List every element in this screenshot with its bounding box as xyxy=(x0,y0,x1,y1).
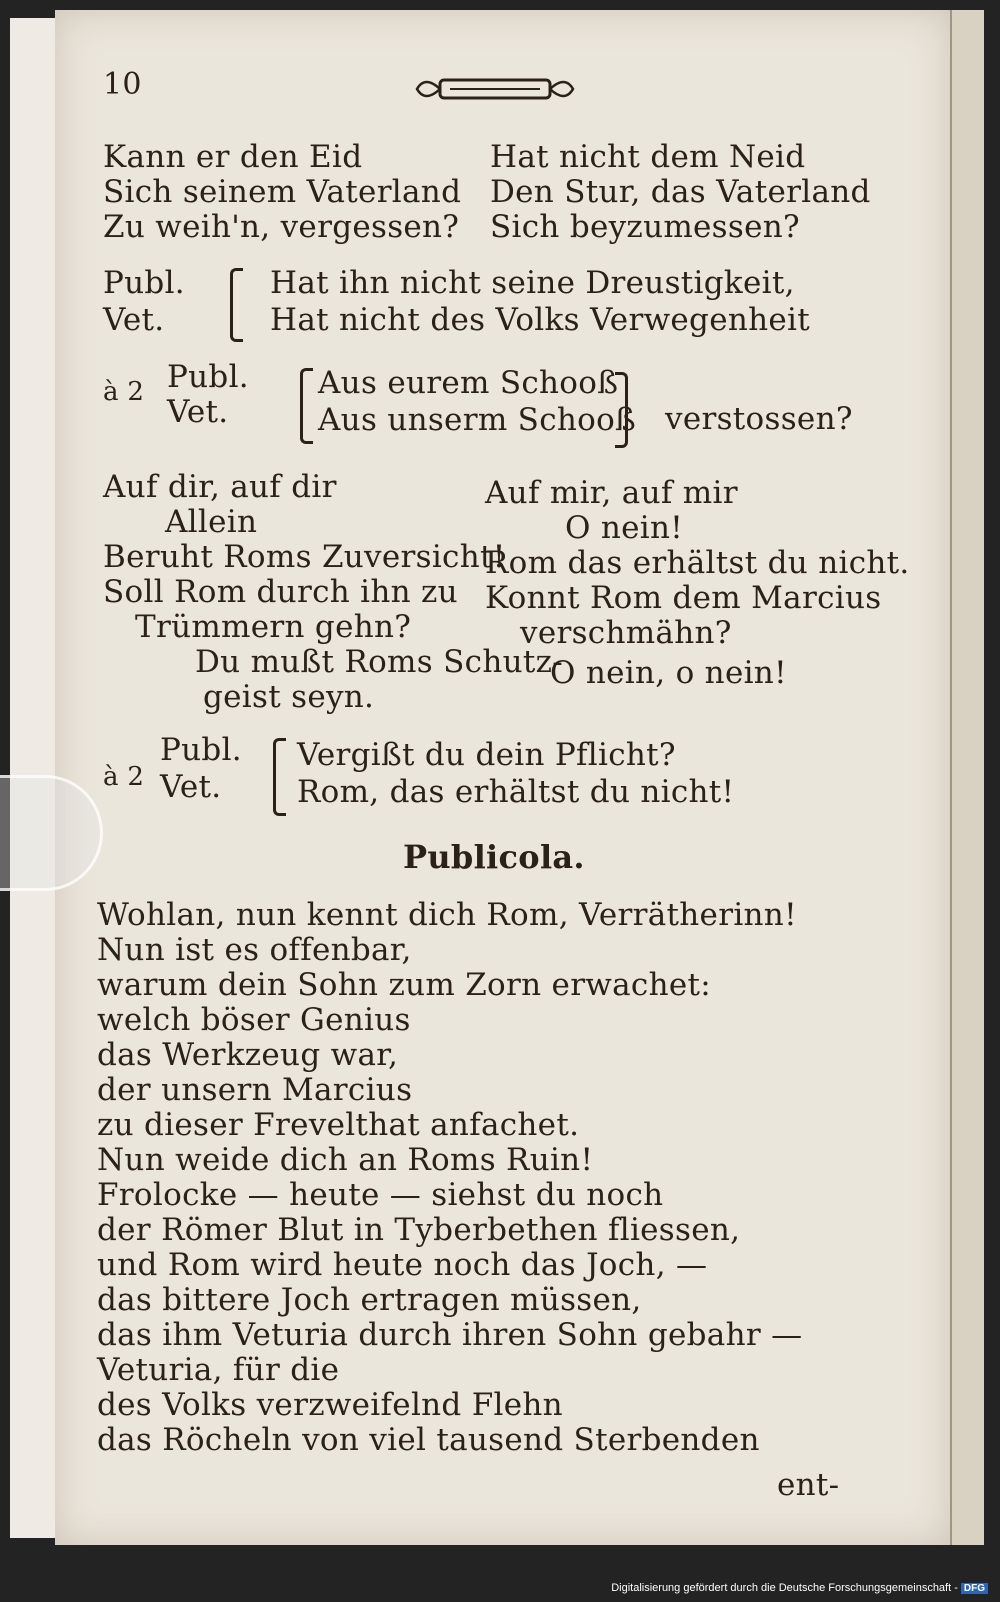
speech-line: Frolocke — heute — siehst du noch xyxy=(97,1177,664,1213)
speech-line: das bittere Joch ertragen müssen, xyxy=(97,1282,642,1318)
a-due-marker: à 2 xyxy=(103,377,145,407)
speech-line: das Röcheln von viel tausend Sterbenden xyxy=(97,1422,760,1458)
duet3-line: Rom, das erhältst du nicht! xyxy=(297,774,735,810)
speech-line: zu dieser Frevelthat anfachet. xyxy=(97,1107,580,1143)
dfg-logo: DFG xyxy=(961,1583,988,1594)
stanza2-right-line: Konnt Rom dem Marcius xyxy=(485,580,882,616)
stanza2-right-line: Auf mir, auf mir xyxy=(485,475,738,511)
footer-text: Digitalisierung gefördert durch die Deutsche Forschungsgemeinschaft - xyxy=(611,1582,958,1594)
stanza2-left-line: Allein xyxy=(165,504,258,540)
speech-line: warum dein Sohn zum Zorn erwachet: xyxy=(97,967,712,1003)
stanza2-left-line: Auf dir, auf dir xyxy=(103,469,337,505)
stanza2-left-line: Soll Rom durch ihn zu xyxy=(103,574,458,610)
book-page xyxy=(55,10,950,1545)
duet1-line: Hat ihn nicht seine Dreustigkeit, xyxy=(270,265,795,301)
duet1-line: Hat nicht des Volks Verwegenheit xyxy=(270,302,810,338)
role-label: Vet. xyxy=(103,302,165,338)
role-label: Publ. xyxy=(160,732,242,768)
brace xyxy=(230,268,243,342)
stanza2-right-line: Rom das erhältst du nicht. xyxy=(485,545,910,581)
stanza1-left-line: Kann er den Eid xyxy=(103,139,363,175)
speech-line: das ihm Veturia durch ihren Sohn gebahr — xyxy=(97,1317,803,1353)
role-label: Publ. xyxy=(167,359,249,395)
page-number: 10 xyxy=(103,67,142,102)
speech-line: Wohlan, nun kennt dich Rom, Verrätherinn! xyxy=(97,897,797,933)
speech-line: das Werkzeug war, xyxy=(97,1037,399,1073)
role-label: Publ. xyxy=(103,265,185,301)
speech-line: des Volks verzweifelnd Flehn xyxy=(97,1387,563,1423)
stanza1-left-line: Sich seinem Vaterland xyxy=(103,174,462,210)
stanza1-right-line: Den Stur, das Vaterland xyxy=(490,174,871,210)
speech-line: welch böser Genius xyxy=(97,1002,411,1038)
ornament-icon xyxy=(415,70,575,110)
stanza2-right-line: O nein! xyxy=(565,510,684,546)
speech-line: der unsern Marcius xyxy=(97,1072,413,1108)
stanza2-right-line: O nein, o nein! xyxy=(550,655,787,691)
speaker-heading: Publicola. xyxy=(403,838,585,876)
speech-line: Nun weide dich an Roms Ruin! xyxy=(97,1142,594,1178)
role-label: Vet. xyxy=(160,769,222,805)
speech-line: Nun ist es offenbar, xyxy=(97,932,412,968)
stanza1-left-line: Zu weih'n, vergessen? xyxy=(103,209,460,245)
stanza1-right-line: Sich beyzumessen? xyxy=(490,209,800,245)
stanza2-left-line: Du mußt Roms Schutz- xyxy=(195,644,564,680)
stanza2-left-line: Trümmern gehn? xyxy=(135,609,412,645)
catchword: ent- xyxy=(777,1467,840,1503)
book-edge xyxy=(950,10,984,1545)
funding-footer xyxy=(611,1582,988,1594)
brace xyxy=(273,738,286,816)
stanza2-right-line: verschmähn? xyxy=(520,615,732,651)
stanza2-left-line: Beruht Roms Zuversicht! xyxy=(103,539,506,575)
role-label: Vet. xyxy=(167,394,229,430)
stanza1-right-line: Hat nicht dem Neid xyxy=(490,139,806,175)
a-due-marker: à 2 xyxy=(103,762,145,792)
speech-line: der Römer Blut in Tyberbethen fliessen, xyxy=(97,1212,741,1248)
brace xyxy=(300,368,313,444)
duet2-tail: verstossen? xyxy=(665,401,853,437)
closing-brace xyxy=(615,372,628,448)
speech-line: Veturia, für die xyxy=(97,1352,340,1388)
duet2-line: Aus eurem Schooß xyxy=(318,365,619,401)
duet3-line: Vergißt du dein Pflicht? xyxy=(297,737,676,773)
speech-line: und Rom wird heute noch das Joch, — xyxy=(97,1247,708,1283)
stanza2-left-line: geist seyn. xyxy=(203,679,375,715)
duet2-line: Aus unserm Schooß xyxy=(318,402,637,438)
